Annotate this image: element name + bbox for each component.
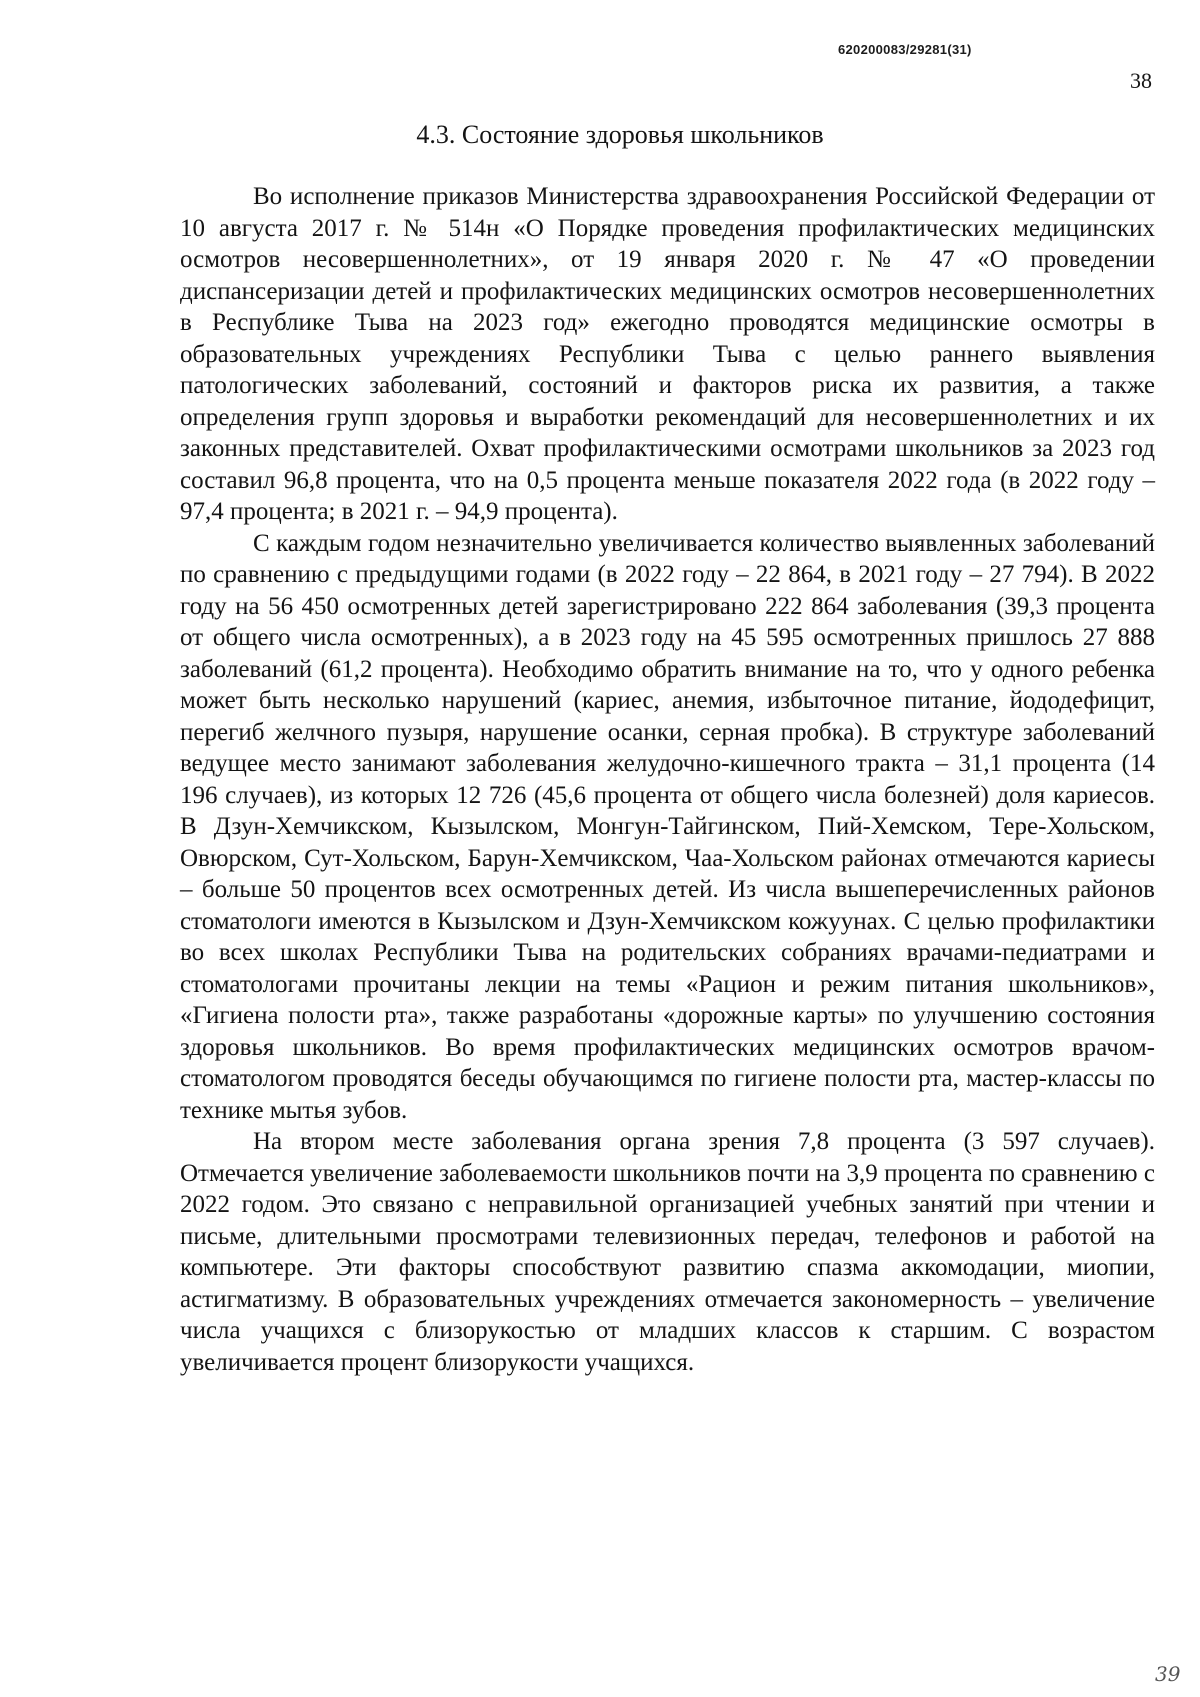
section-heading: 4.3. Состояние здоровья школьников bbox=[416, 120, 824, 149]
document-id: 620200083/29281(31) bbox=[838, 42, 972, 57]
body-text bbox=[180, 181, 1155, 1378]
paragraph-vision-disorders: На втором месте заболевания органа зрения 7,8 процента (3 597 случаев). Отмечается увеличение заболеваемости школьников почти на 3,9 процента по сравнению с 2022 годом. Это связано с неправильной организацией учебных занятий при чтении и письме, длительными просмотрами телевизионных передач, телефонов и работой на компьютере. Эти факторы способствуют развитию спазма аккомодации, миопии, астигматизму. В образовательных учреждениях отмечается закономерность – увеличение числа учащихся с близорукостью от младших классов к старшим. С возрастом увеличивается процент близорукости учащихся. bbox=[180, 1128, 1155, 1376]
page-number: 38 bbox=[1130, 68, 1152, 93]
paragraph-medical-examinations: Во исполнение приказов Министерства здравоохранения Российской Федерации от 10 августа 2017 г. № 514н «О Порядке проведения профилактических медицинских осмотров несовершеннолетних», от 19 января 2020 г. № 47 «О проведении диспансеризации детей и профилактических медицинских осмотров несовершеннолетних в Республике Тыва на 2023 год» ежегодно проводятся медицинские осмотры в образовательных учреждениях Республики Тыва с целью раннего выявления патологических заболеваний, состояний и факторов риска их развития, а также определения групп здоровья и выработки рекомендаций для несовершеннолетних и их законных представителей. Охват профилактическими осмотрами школьников за 2023 год составил 96,8 процента, что на 0,5 процента меньше показателя 2022 года (в 2022 году – 97,4 процента; в 2021 г. – 94,9 процента). bbox=[180, 183, 1155, 525]
paragraph-disease-structure: С каждым годом незначительно увеличивается количество выявленных заболеваний по сравнению с предыдущими годами (в 2022 году – 22 864, в 2021 году – 27 794). В 2022 году на 56 450 осмотренных детей зарегистрировано 222 864 заболевания (39,3 процента от общего числа осмотренных), а в 2023 году на 45 595 осмотренных пришлось 27 888 заболеваний (61,2 процента). Необходимо обратить внимание на то, что у одного ребенка может быть несколько нарушений (кариес, анемия, избыточное питание, йододефицит, перегиб желчного пузыря, нарушение осанки, серная пробка). В структуре заболеваний ведущее место занимают заболевания желудочно-кишечного тракта – 31,1 процента (14 196 случаев), из которых 12 726 (45,6 процента от общего числа болезней) доля кариесов. В Дзун-Хемчикском, Кызылском, Монгун-Тайгинском, Пий-Хемском, Тере-Хольском, Овюрском, Сут-Хольском, Барун-Хемчикском, Чаа-Хольском районах отмечаются кариесы – больше 50 процентов всех осмотренных детей. Из числа вышеперечисленных районов стоматологи имеются в Кызылском и Дзун-Хемчикском кожуунах. С целью профилактики во всех школах Республики Тыва на родительских собраниях врачами-педиатрами и стоматологами прочитаны лекции на темы «Рацион и режим питания школьников», «Гигиена полости рта», также разработаны «дорожные карты» по улучшению состояния здоровья школьников. Во время профилактических медицинских осмотров врачом-стоматологом проводятся беседы обучающимся по гигиене полости рта, мастер-классы по технике мытья зубов. bbox=[180, 529, 1155, 1124]
handwritten-page-mark: 39 bbox=[1155, 1662, 1181, 1686]
